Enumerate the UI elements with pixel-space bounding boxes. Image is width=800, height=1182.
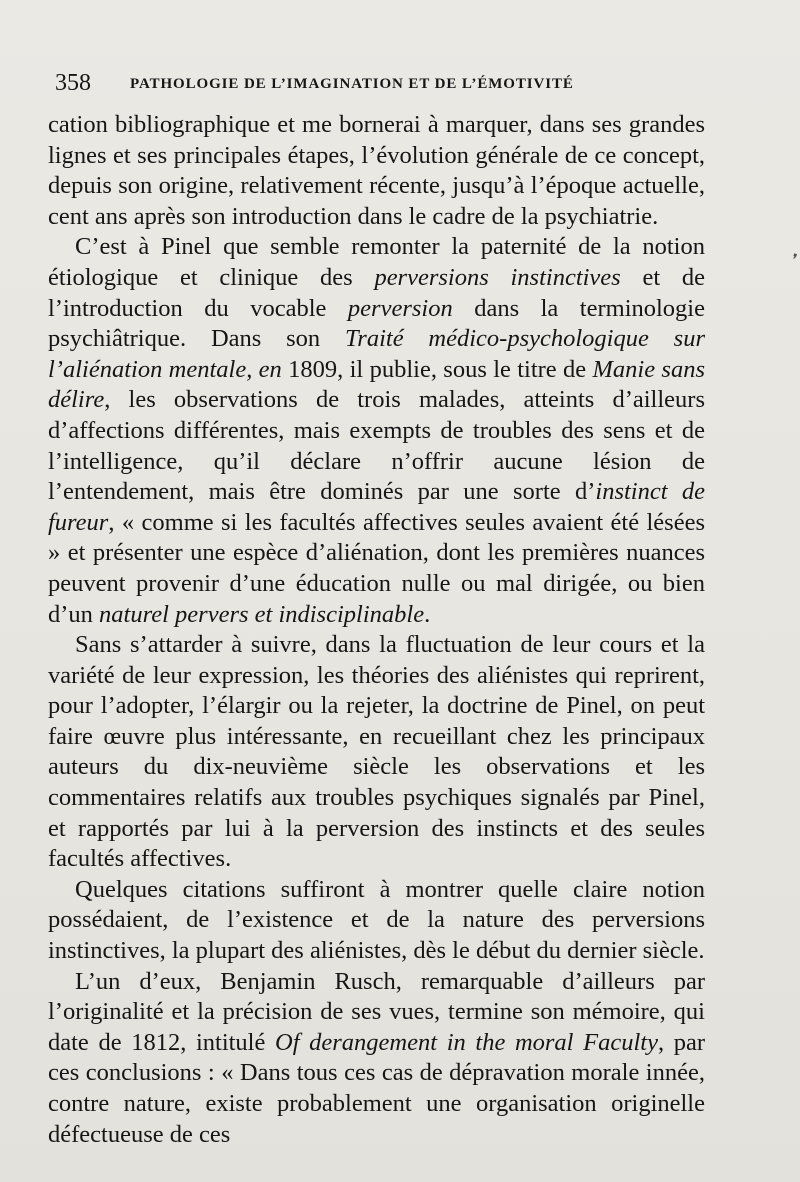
margin-mark: ❜ xyxy=(787,251,799,270)
paragraph-5: L’un d’eux, Benjamin Rusch, remarquable d’ailleurs par l’originalité et la précision de ses vues, termine son mémoire, qui date de 1812, intitulé Of derangement in the moral Faculty, par ces conclusions : « Dans tous ces cas de dépravation morale innée, contre nature, existe probablement une organisation originelle défectueuse de ces xyxy=(48,967,705,1148)
running-title: PATHOLOGIE DE L’IMAGINATION ET DE L’ÉMOTIVITÉ xyxy=(130,76,574,92)
paragraph-2: C’est à Pinel que semble remonter la paternité de la notion étiologique et clinique des perversions instinctives et de l’introduction du vocable perversion dans la terminologie psychiâtrique. Dans son Traité médico-psychologique sur l’aliénation mentale, en 1809, il publie, sous le titre de Manie sans délire, les observations de trois malades, atteints d’ailleurs d’affections différentes, mais exempts de troubles des sens et de l’intelligence, qu’il déclare n’offrir aucune lésion de l’entendement, mais être dominés par une sorte d’instinct de fureur, « comme si les facultés affectives seules avaient été lésées » et présenter une espèce d’aliénation, dont les premières nuances peuvent provenir d’une éducation nulle ou mal dirigée, ou bien d’un naturel pervers et indisciplinable. xyxy=(48,233,706,628)
paragraph-4: Quelques citations suffiront à montrer quelle claire notion possédaient, de l’existence et de la nature des perversions instinctives, la plupart des aliénistes, dès le début du dernier siècle. xyxy=(48,875,705,965)
body-text xyxy=(48,110,705,1150)
page-header xyxy=(55,70,705,106)
paragraph-3: Sans s’attarder à suivre, dans la fluctuation de leur cours et la variété de leur expression, les théories des aliénistes qui reprirent, pour l’adopter, l’élargir ou la rejeter, la doctrine de Pinel, on peut faire œuvre plus intéressante, en recueillant chez les principaux auteurs du dix-neuvième siècle les observations et les commentaires relatifs aux troubles psychiques signalés par Pinel, et rapportés par lui à la perversion des instincts et des seules facultés affectives. xyxy=(48,631,705,873)
page-number: 358 xyxy=(55,70,91,96)
paragraph-1: cation bibliographique et me bornerai à marquer, dans ses grandes lignes et ses principales étapes, l’évolution générale de ce concept, depuis son origine, relativement récente, jusqu’à l’époque actuelle, cent ans après son introduction dans le cadre de la psychiatrie. xyxy=(48,111,705,230)
